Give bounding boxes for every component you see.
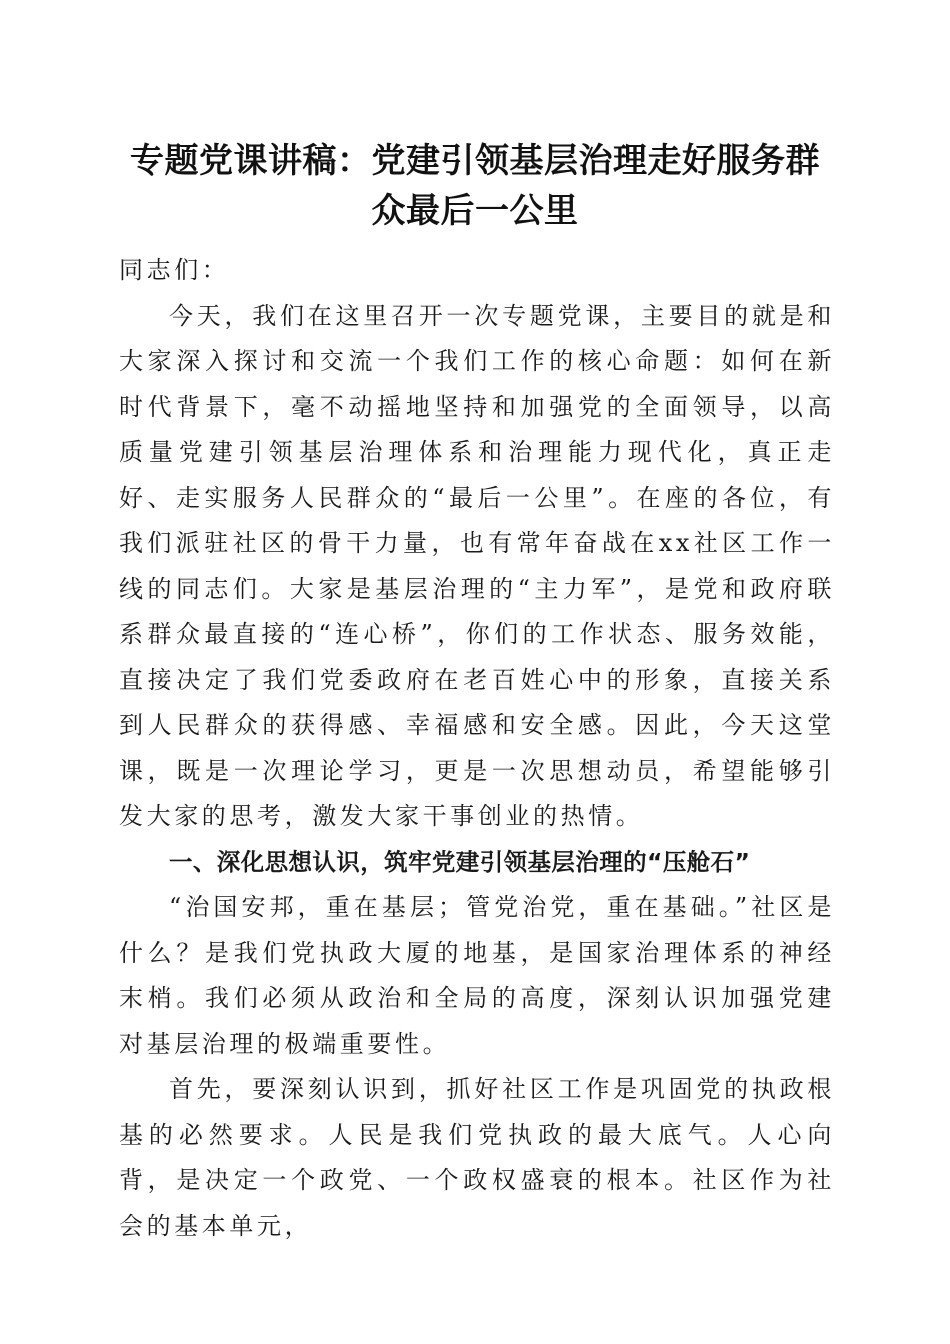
- title-line-1: 专题党课讲稿：党建引领基层治理走好服务群: [130, 141, 820, 181]
- title-line-2: 众最后一公里: [371, 191, 579, 231]
- paragraph-first-point: 首先，要深刻认识到，抓好社区工作是巩固党的执政根基的必然要求。人民是我们党执政的最大底气。人心向背，是决定一个政党、一个政权盛衰的根本。社区作为社会的基本单元，: [119, 1075, 835, 1240]
- document-title: [100, 136, 850, 236]
- paragraph-intro: 今天，我们在这里召开一次专题党课，主要目的就是和大家深入探讨和交流一个我们工作的核心命题：如何在新时代背景下，毫不动摇地坚持和加强党的全面领导，以高质量党建引领基层治理体系和治理能力现代化，真正走好、走实服务人民群众的“最后一公里”。在座的各位，有我们派驻社区的骨干力量，也有常年奋战在xx社区工作一线的同志们。大家是基层治理的“主力军”，是党和政府联系群众最直接的“连心桥”，你们的工作状态、服务效能，直接决定了我们党委政府在老百姓心中的形象，直接关系到人民群众的获得感、幸福感和安全感。因此，今天这堂课，既是一次理论学习，更是一次思想动员，希望能够引发大家的思考，激发大家干事创业的热情。: [119, 301, 835, 830]
- paragraph-quote: “治国安邦，重在基层；管党治党，重在基础。”社区是什么？是我们党执政大厦的地基，是国家治理体系的神经末梢。我们必须从政治和全局的高度，深刻认识加强党建对基层治理的极端重要性。: [119, 893, 835, 1058]
- salutation: 同志们：: [119, 256, 230, 284]
- document-body: [119, 248, 835, 1249]
- section-heading: 一、深化思想认识，筑牢党建引领基层治理的“压舱石”: [169, 847, 751, 876]
